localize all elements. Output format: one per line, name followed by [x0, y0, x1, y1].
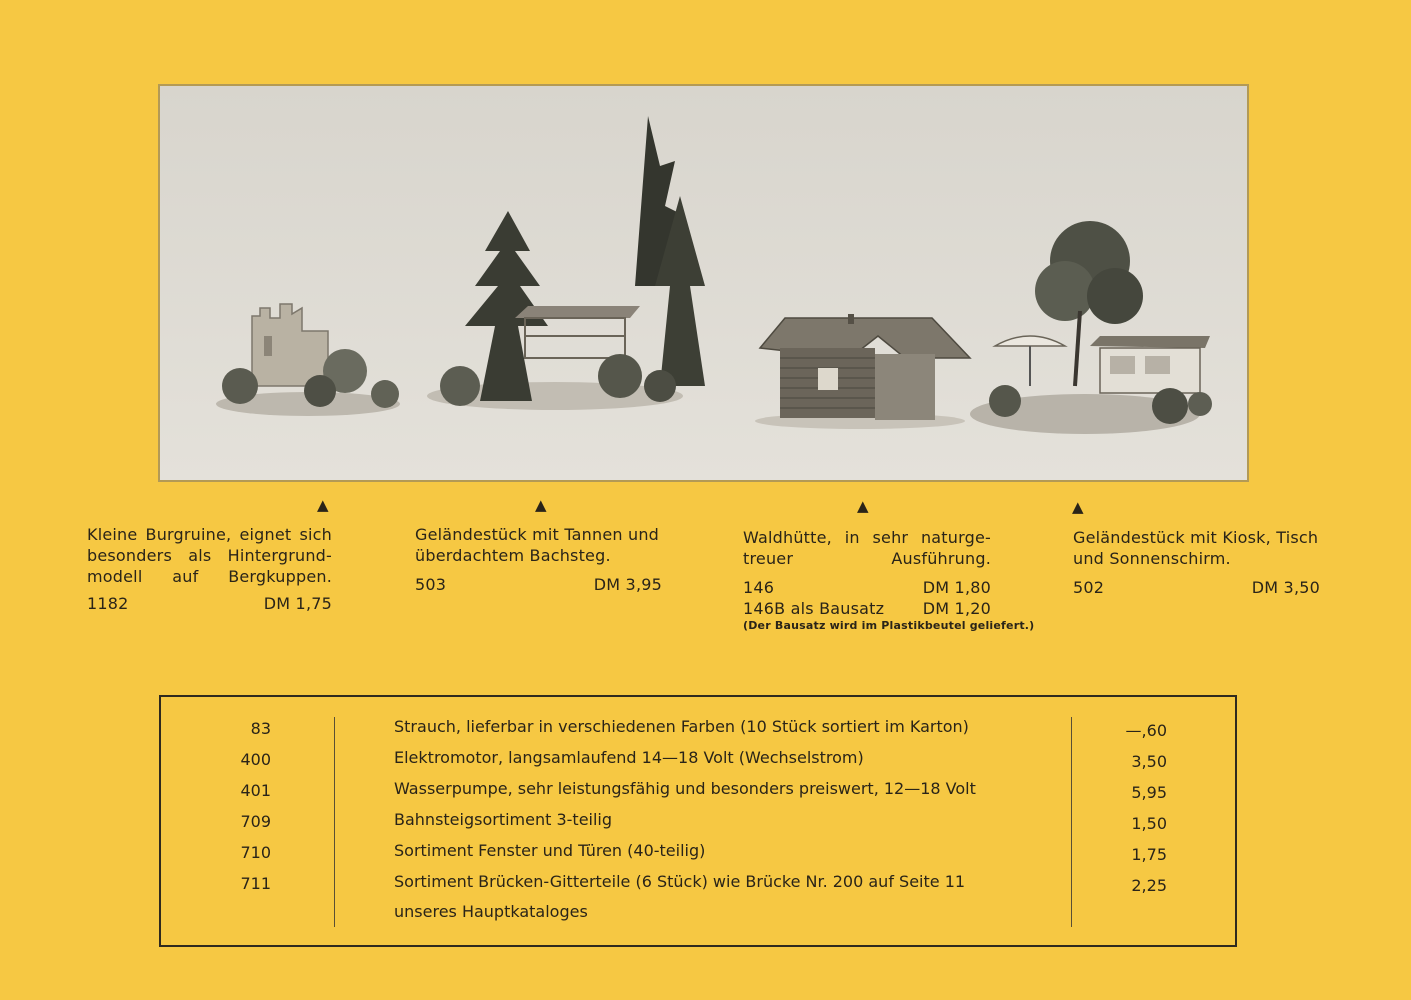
product-description: Geländestück mit Kiosk, Tisch und Sonnenschirm. [1073, 528, 1319, 568]
item-number: 711 [240, 874, 271, 893]
product-price: DM 1,80 [922, 578, 991, 597]
item-price: 2,25 [1131, 876, 1167, 895]
kit-number: 146B als Bausatz [743, 599, 885, 618]
item-price: —,60 [1125, 721, 1167, 740]
table-row [161, 874, 1235, 934]
product-number: 146 [743, 578, 775, 597]
product-caption [415, 524, 662, 595]
product-description: Waldhütte, in sehr naturge-treuer Ausführung. [743, 528, 991, 568]
product-description: Geländestück mit Tannen und überdachtem Bachsteg. [415, 525, 660, 565]
product-price: DM 3,50 [1251, 578, 1320, 597]
item-number: 400 [240, 750, 271, 769]
item-description: Bahnsteigsortiment 3-teilig [394, 810, 613, 829]
item-description: Sortiment Brücken-Gitterteile (6 Stück) wie Brücke Nr. 200 auf Seite 11 unseres Hauptkataloges [394, 872, 966, 921]
price-table [159, 695, 1237, 947]
product-price: DM 3,95 [593, 575, 662, 594]
product-number: 503 [415, 575, 447, 594]
product-photo [158, 84, 1249, 482]
product-number: 502 [1073, 578, 1105, 597]
item-price: 1,75 [1131, 845, 1167, 864]
item-price: 3,50 [1131, 752, 1167, 771]
marker-arrow: ▲ [857, 497, 869, 515]
kit-price: DM 1,20 [922, 599, 991, 618]
item-number: 709 [240, 812, 271, 831]
item-description: Sortiment Fenster und Türen (40-teilig) [394, 841, 706, 860]
product-photo-drawing [160, 86, 1247, 480]
product-number: 1182 [87, 594, 129, 613]
item-price: 1,50 [1131, 814, 1167, 833]
product-price: DM 1,75 [263, 594, 332, 613]
product-caption [87, 524, 332, 614]
item-number: 710 [240, 843, 271, 862]
marker-arrow: ▲ [1072, 498, 1084, 516]
marker-arrow: ▲ [317, 496, 329, 514]
product-description: Kleine Burgruine, eignet sich besonders als Hintergrund-modell auf Bergkuppen. [87, 525, 332, 586]
item-number: 401 [240, 781, 271, 800]
item-number: 83 [250, 719, 271, 738]
marker-arrow: ▲ [535, 496, 547, 514]
item-description: Elektromotor, langsamlaufend 14—18 Volt (Wechselstrom) [394, 748, 864, 767]
item-description: Wasserpumpe, sehr leistungsfähig und besonders preiswert, 12—18 Volt [394, 779, 976, 798]
item-description: Strauch, lieferbar in verschiedenen Farben (10 Stück sortiert im Karton) [394, 717, 969, 736]
kit-note: (Der Bausatz wird im Plastikbeutel geliefert.) [743, 619, 1035, 632]
item-price: 5,95 [1131, 783, 1167, 802]
product-caption [1073, 527, 1320, 598]
product-caption [743, 527, 1035, 633]
